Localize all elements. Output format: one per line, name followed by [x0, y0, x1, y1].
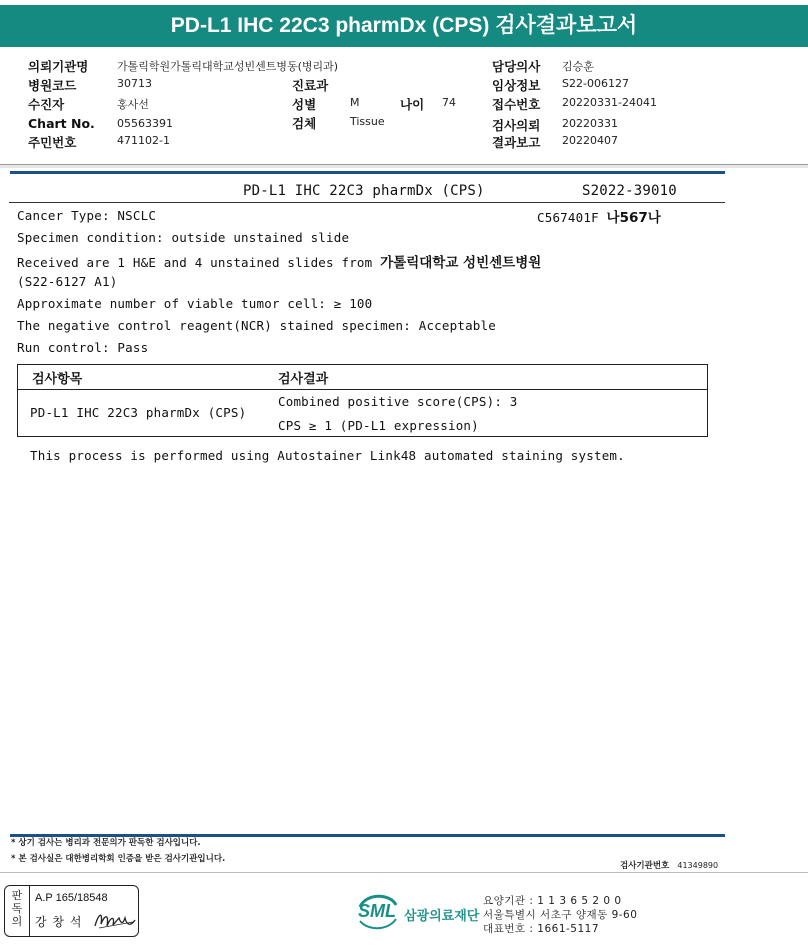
nursing-code: 요양기관 : 1 1 3 6 5 2 0 0 [483, 895, 622, 907]
clinical-info-value: S22-006127 [562, 77, 629, 90]
address: 서울특별시 서초구 양재동 9-60 [483, 909, 638, 921]
title-underline [9, 202, 725, 203]
receipt-no-label: 접수번호 [492, 97, 541, 112]
col-header-item: 검사항목 [32, 372, 83, 387]
requesting-org-value: 가톨릭학원가톨릭대학교성빈센트병동(병리과) [117, 60, 339, 73]
chart-no-label: Chart No. [28, 116, 95, 131]
col-header-result: 검사결과 [278, 372, 329, 387]
age-label: 나이 [400, 97, 425, 112]
clinical-info-label: 임상정보 [492, 78, 541, 93]
logo-foundation-name: 삼광의료재단 [404, 908, 480, 923]
received-line [17, 251, 541, 271]
pathologist-stamp [4, 885, 139, 937]
table-item: PD-L1 IHC 22C3 pharmDx (CPS) [30, 405, 247, 420]
specimen-condition: Specimen condition: outside unstained slide [17, 230, 350, 245]
top-blue-rule [10, 171, 725, 174]
ncr-result: The negative control reagent(NCR) stained specimen: Acceptable [17, 318, 496, 333]
received-hospital: 가톨릭대학교 성빈센트병원 [380, 255, 542, 271]
phone-number: 대표번호 : 1661-5117 [483, 923, 600, 935]
request-date-value: 20220331 [562, 117, 618, 130]
process-note: This process is performed using Autostainer Link48 automated staining system. [30, 448, 625, 463]
table-header-divider [18, 389, 707, 390]
cancer-type: Cancer Type: NSCLC [17, 208, 157, 223]
block-id-code: C567401F [537, 210, 607, 225]
department-label: 진료과 [292, 78, 329, 93]
header-shadow [0, 165, 808, 168]
table-result-expression: CPS ≥ 1 (PD-L1 expression) [278, 418, 479, 433]
test-title: PD-L1 IHC 22C3 pharmDx (CPS) [243, 183, 485, 199]
run-control: Run control: Pass [17, 340, 149, 355]
logo-sml-text: SML [358, 901, 396, 921]
footnote-reviewed: * 상기 검사는 병리과 전문의가 판독한 검사입니다. [11, 838, 201, 848]
block-id [537, 206, 661, 226]
signature-icon [93, 908, 137, 932]
request-date-label: 검사의뢰 [492, 118, 541, 133]
age-value: 74 [442, 96, 456, 109]
report-date-label: 결과보고 [492, 135, 541, 150]
sex-label: 성별 [292, 97, 317, 112]
block-id-suffix: 나567나 [606, 210, 661, 226]
case-number: S2022-39010 [582, 183, 677, 199]
result-table [17, 364, 708, 437]
specimen-label: 검체 [292, 116, 317, 131]
requesting-org-label: 의뢰기관명 [28, 59, 89, 74]
stamp-pathologist-name: 강 창 석 [35, 915, 83, 929]
institution-number-value: 41349890 [677, 861, 719, 870]
doctor-label: 담당의사 [492, 59, 541, 74]
resident-no-value: 471102-1 [117, 134, 170, 147]
institution-number [620, 853, 718, 872]
stamp-ap-number: A.P 165/18548 [35, 892, 108, 904]
hospital-code-label: 병원코드 [28, 78, 77, 93]
patient-value: 홍사선 [117, 98, 149, 111]
received-prefix: Received are 1 H&E and 4 unstained slides from [17, 255, 381, 270]
chart-no-value: 05563391 [117, 117, 173, 130]
report-title: PD-L1 IHC 22C3 pharmDx (CPS) 검사결과보고서 [170, 14, 638, 37]
stamp-label: 판독의 [11, 889, 23, 928]
resident-no-label: 주민번호 [28, 135, 77, 150]
tumor-cell-count: Approximate number of viable tumor cell: ≥ 100 [17, 296, 373, 311]
slide-id: (S22-6127 A1) [17, 274, 118, 289]
report-date-value: 20220407 [562, 134, 618, 147]
table-result-cps: Combined positive score(CPS): 3 [278, 394, 518, 409]
hospital-code-value: 30713 [117, 77, 152, 90]
specimen-value: Tissue [350, 115, 385, 128]
sex-value: M [350, 96, 360, 109]
footnote-certified: * 본 검사실은 대한병리학회 인증을 받은 검사기관입니다. [11, 854, 226, 864]
doctor-value: 김승훈 [562, 60, 594, 73]
patient-label: 수진자 [28, 97, 65, 112]
institution-number-label: 검사기관번호 [620, 861, 670, 871]
footer-divider [0, 872, 808, 873]
receipt-no-value: 20220331-24041 [562, 96, 657, 109]
stamp-divider [29, 886, 30, 936]
